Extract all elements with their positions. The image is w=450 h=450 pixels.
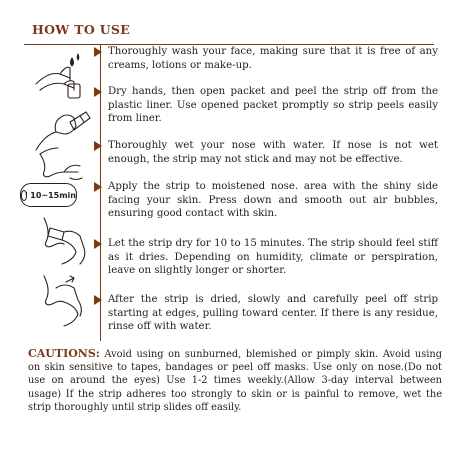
timer-label: 10~15min xyxy=(30,190,76,200)
header xyxy=(24,22,434,45)
wash-face-icon xyxy=(30,50,96,102)
cautions-section xyxy=(28,347,442,414)
list-item: Let the strip dry for 10 to 15 minutes. The strip should feel stiff as it dries. Depending on humidity, climate or perspiration, leave on slightly longer or shorter. xyxy=(108,237,438,278)
cautions-label: CAUTIONS: xyxy=(28,347,100,360)
list-item: Dry hands, then open packet and peel the strip off from the plastic liner. Use opened packet promptly so strip peels easily from liner. xyxy=(108,85,438,126)
arrow-icon xyxy=(94,87,102,97)
clock-icon xyxy=(21,190,27,201)
list-item: Thoroughly wet your nose with water. If nose is not wet enough, the strip may not stick and may not be effective. xyxy=(108,139,438,166)
arrow-icon xyxy=(94,182,102,192)
list-item: After the strip is dried, slowly and carefully peel off strip starting at edges, pulling toward center. If there is any residue, rinse off with water. xyxy=(108,293,438,334)
arrow-icon xyxy=(94,295,102,305)
arrow-icon xyxy=(94,239,102,249)
arrow-icon xyxy=(94,47,102,57)
arrow-icon xyxy=(94,141,102,151)
list-item: Apply the strip to moistened nose. area with the shiny side facing your skin. Press down and smooth out air bubbles, ensuring good contact with skin. xyxy=(108,180,438,221)
list-item: Thoroughly wash your face, making sure that it is free of any creams, lotions or make-up. xyxy=(108,45,438,72)
remove-strip-icon xyxy=(30,272,96,332)
page-title: HOW TO USE xyxy=(32,22,131,37)
timer-badge xyxy=(20,183,77,207)
apply-strip-icon xyxy=(30,214,96,270)
cautions-text: Avoid using on sunburned, blemished or pimply skin. Avoid using on skin sensitive to tapes, bandages or peel off masks. Use only on nose.(Do not use on around the eyes) Use 1-2 times weekly.(Allow 3-day interval between usage) If the strip adheres too strongly to skin or is painful to remove, wet the strip thoroughly until strip slides off easily. xyxy=(28,349,442,413)
